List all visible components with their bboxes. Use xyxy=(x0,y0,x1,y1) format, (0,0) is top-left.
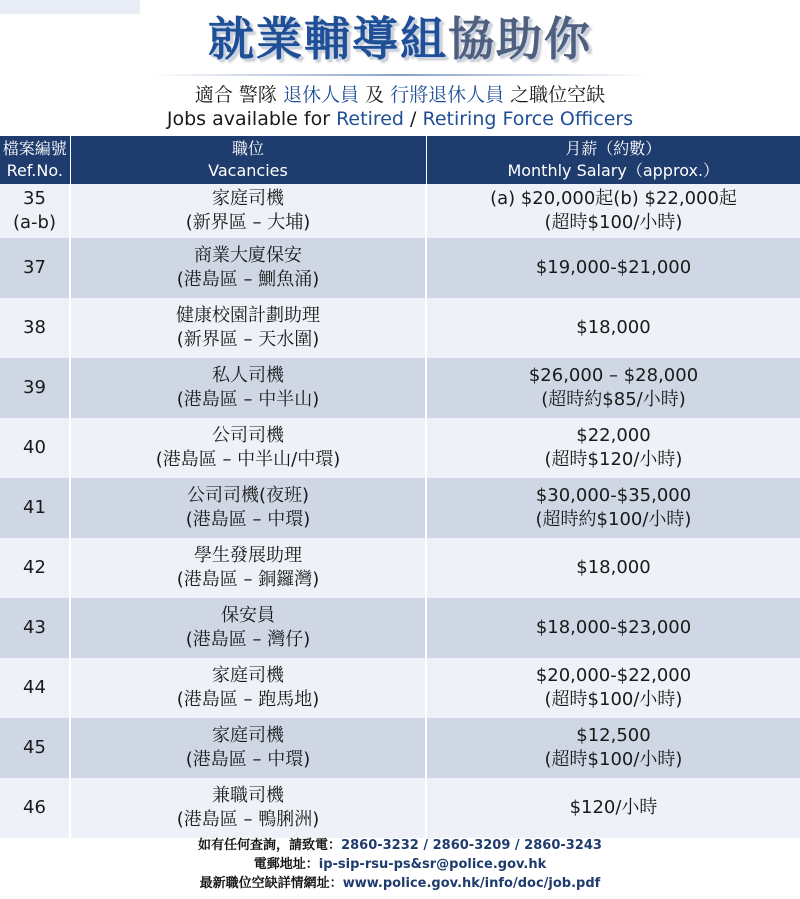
vacancy-cell xyxy=(70,418,426,478)
vacancy-cell-line: 學生發展助理 xyxy=(194,545,302,566)
header-vac-zh: 職位 xyxy=(231,139,264,158)
ref-cell xyxy=(0,238,70,298)
ref-cell-line: 35 xyxy=(23,188,46,209)
salary-cell-line: (超時$100/小時) xyxy=(544,749,683,770)
vacancy-cell-line: (港島區 – 中半山/中環) xyxy=(155,449,341,470)
ref-cell xyxy=(0,358,70,418)
ref-cell xyxy=(0,298,70,358)
ref-cell xyxy=(0,778,70,838)
vacancy-cell xyxy=(70,538,426,598)
ref-cell-line: 41 xyxy=(23,497,46,518)
email-label: 電郵地址： xyxy=(253,857,319,872)
vacancy-cell-line: (港島區 – 中環) xyxy=(185,509,311,530)
banner-title xyxy=(208,8,592,70)
vacancy-cell-line: (新界區 – 天水圍) xyxy=(176,329,320,350)
ref-cell xyxy=(0,598,70,658)
web-label: 最新職位空缺詳情網址： xyxy=(199,876,343,891)
salary-cell-line: $20,000-$22,000 xyxy=(535,665,692,686)
header-ref-zh: 檔案編號 xyxy=(2,139,67,158)
footer-web xyxy=(0,874,800,893)
subtitle-chinese xyxy=(0,82,800,108)
vacancy-cell-line: (新界區 – 大埔) xyxy=(185,212,311,233)
vacancy-cell-line: 私人司機 xyxy=(212,365,284,386)
table-row xyxy=(0,658,800,718)
banner-title-part2: 協助你 xyxy=(448,12,592,66)
vacancy-cell-line: 商業大廈保安 xyxy=(194,245,302,266)
table-row xyxy=(0,478,800,538)
subtitle-en-retired: Retired xyxy=(336,108,404,130)
subtitle-english xyxy=(0,106,800,132)
vacancy-cell-line: (港島區 – 灣仔) xyxy=(185,629,311,650)
contact-footer xyxy=(0,836,800,893)
salary-cell-line: $30,000-$35,000 xyxy=(535,485,692,506)
header-ref-en: Ref.No. xyxy=(6,161,63,180)
table-row xyxy=(0,238,800,298)
salary-cell xyxy=(426,358,800,418)
vacancy-cell xyxy=(70,238,426,298)
salary-cell-line: (超時$120/小時) xyxy=(544,449,683,470)
salary-cell xyxy=(426,298,800,358)
ref-cell xyxy=(0,538,70,598)
vacancy-cell xyxy=(70,778,426,838)
vacancy-cell-line: (港島區 – 銅鑼灣) xyxy=(176,569,320,590)
ref-cell-line: 40 xyxy=(23,437,46,458)
phone-value: 2860-3232 / 2860-3209 / 2860-3243 xyxy=(341,838,602,853)
header-ref-no xyxy=(0,136,70,184)
salary-cell xyxy=(426,184,800,238)
salary-cell xyxy=(426,418,800,478)
ref-cell-line: 39 xyxy=(23,377,46,398)
vacancy-cell-line: (港島區 – 鴨脷洲) xyxy=(176,809,320,830)
salary-cell xyxy=(426,658,800,718)
vacancy-cell xyxy=(70,658,426,718)
salary-cell xyxy=(426,478,800,538)
salary-cell xyxy=(426,538,800,598)
vacancy-cell-line: 公司司機(夜班) xyxy=(186,485,310,506)
salary-cell xyxy=(426,778,800,838)
table-row xyxy=(0,298,800,358)
table-row xyxy=(0,538,800,598)
subtitle-zh-retired: 退休人員 xyxy=(282,84,359,106)
header-vacancies xyxy=(70,136,426,184)
salary-cell xyxy=(426,598,800,658)
vacancy-cell xyxy=(70,718,426,778)
ref-cell-line: (a-b) xyxy=(13,212,56,233)
salary-cell-line: $18,000 xyxy=(576,317,651,338)
ref-cell-line: 42 xyxy=(23,557,46,578)
subtitle-zh-suffix: 之職位空缺 xyxy=(504,84,606,106)
ref-cell xyxy=(0,184,70,238)
salary-cell-line: $120/小時 xyxy=(569,797,658,818)
ref-cell-line: 45 xyxy=(23,737,46,758)
table-row xyxy=(0,358,800,418)
vacancy-cell-line: 家庭司機 xyxy=(212,665,284,686)
subtitle-en-sep: / xyxy=(404,108,423,130)
salary-cell-line: (超時約$100/小時) xyxy=(535,509,692,530)
vacancy-cell-line: 健康校園計劃助理 xyxy=(176,305,320,326)
subtitle-zh-prefix: 適合 警隊 xyxy=(194,84,283,106)
table-row xyxy=(0,718,800,778)
ref-cell-line: 43 xyxy=(23,617,46,638)
salary-cell-line: $12,500 xyxy=(576,725,651,746)
header-sal-en: Monthly Salary（approx.） xyxy=(507,161,720,180)
vacancy-cell xyxy=(70,184,426,238)
subtitle-zh-retiring: 行將退休人員 xyxy=(390,84,505,106)
footer-email xyxy=(0,855,800,874)
ref-cell xyxy=(0,658,70,718)
vacancy-cell-line: 兼職司機 xyxy=(212,785,284,806)
ref-cell xyxy=(0,718,70,778)
salary-cell xyxy=(426,718,800,778)
phone-label: 如有任何查詢，請致電： xyxy=(198,838,342,853)
salary-cell-line: $22,000 xyxy=(576,425,651,446)
ref-cell xyxy=(0,418,70,478)
salary-cell-line: $18,000-$23,000 xyxy=(535,617,692,638)
salary-cell-line: $19,000-$21,000 xyxy=(535,257,692,278)
table-header-row xyxy=(0,136,800,184)
header-sal-zh: 月薪（約數） xyxy=(565,139,662,158)
job-vacancy-table xyxy=(0,136,800,838)
vacancy-cell xyxy=(70,478,426,538)
vacancy-cell-line: 家庭司機 xyxy=(212,725,284,746)
subtitle-en-prefix: Jobs available for xyxy=(166,108,337,130)
table-row xyxy=(0,184,800,238)
vacancy-cell xyxy=(70,358,426,418)
salary-cell-line: (a) $20,000起(b) $22,000起 xyxy=(490,188,737,209)
vacancy-cell xyxy=(70,298,426,358)
vacancy-cell-line: (港島區 – 中環) xyxy=(185,749,311,770)
header-salary xyxy=(426,136,800,184)
salary-cell-line: (超時$100/小時) xyxy=(544,212,683,233)
footer-phone xyxy=(0,836,800,855)
subtitle-en-retiring: Retiring Force Officers xyxy=(422,108,634,130)
ref-cell-line: 46 xyxy=(23,797,46,818)
salary-cell xyxy=(426,238,800,298)
vacancy-cell-line: (港島區 – 中半山) xyxy=(176,389,320,410)
vacancy-cell-line: 家庭司機 xyxy=(212,188,284,209)
banner-title-part1: 就業輔導組 xyxy=(208,12,448,66)
vacancy-cell-line: 公司司機 xyxy=(212,425,284,446)
table-body xyxy=(0,184,800,838)
web-link[interactable]: www.police.gov.hk/info/doc/job.pdf xyxy=(342,876,601,891)
title-divider xyxy=(150,74,650,76)
table-row xyxy=(0,418,800,478)
page-banner xyxy=(0,8,800,70)
vacancy-cell-line: (港島區 – 跑馬地) xyxy=(176,689,320,710)
table-row xyxy=(0,598,800,658)
vacancy-cell-line: (港島區 – 鰂魚涌) xyxy=(176,269,320,290)
salary-cell-line: (超時$100/小時) xyxy=(544,689,683,710)
vacancy-cell xyxy=(70,598,426,658)
table-row xyxy=(0,778,800,838)
ref-cell-line: 44 xyxy=(23,677,46,698)
ref-cell-line: 38 xyxy=(23,317,46,338)
salary-cell-line: $26,000 – $28,000 xyxy=(528,365,699,386)
email-link[interactable]: ip-sip-rsu-ps&sr@police.gov.hk xyxy=(318,857,547,872)
salary-cell-line: (超時約$85/小時) xyxy=(541,389,686,410)
salary-cell-line: $18,000 xyxy=(576,557,651,578)
ref-cell-line: 37 xyxy=(23,257,46,278)
header-vac-en: Vacancies xyxy=(208,161,288,180)
ref-cell xyxy=(0,478,70,538)
vacancy-cell-line: 保安員 xyxy=(221,605,275,626)
subtitle-zh-and: 及 xyxy=(358,84,391,106)
